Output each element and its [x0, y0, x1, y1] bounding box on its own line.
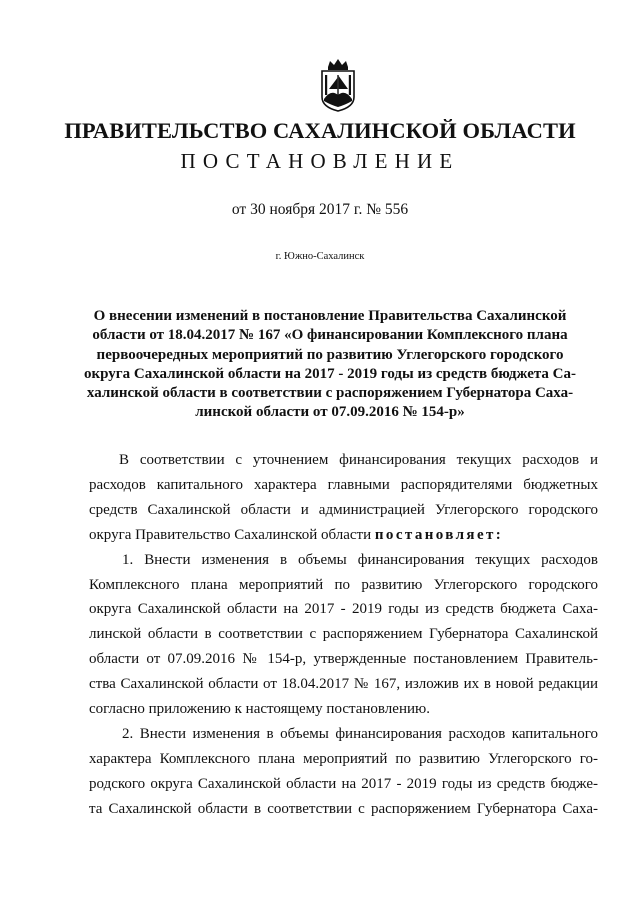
body-line: расходов капитального характера главными распорядителями бюджетных	[89, 476, 598, 493]
body-line: характера Комплексного плана мероприятий по развитию Углегорского го-	[89, 750, 598, 767]
subject-line: халинской области в соответствии с распоряжением Губернатора Саха-	[86, 385, 574, 402]
document-body	[89, 448, 598, 822]
government-title: ПРАВИТЕЛЬСТВО САХАЛИНСКОЙ ОБЛАСТИ	[64, 118, 576, 143]
body-line: та Сахалинской области в соответствии с распоряжением Губернатора Саха-	[89, 800, 598, 817]
preamble-tail: округа Правительство Сахалинской области	[89, 526, 372, 543]
subject-line: области от 18.04.2017 № 167 «О финансировании Комплексного плана	[92, 327, 568, 344]
body-line: ства Сахалинской области от 18.04.2017 № 167, изложив их в новой редакции	[89, 676, 598, 693]
subject-line: округа Сахалинской области на 2017 - 2019 годы из средств бюджета Са-	[84, 365, 576, 382]
subject-line: О внесении изменений в постановление Правительства Сахалинской	[93, 308, 567, 324]
coat-of-arms-icon	[318, 59, 358, 112]
body-line: области от 07.09.2016 № 154-р, утвержденные постановлением Правитель-	[89, 651, 598, 668]
item-2-paragraph	[89, 722, 598, 822]
item-1-paragraph	[89, 548, 598, 722]
decree-word: постановляет:	[374, 526, 504, 543]
body-line: Комплексного плана мероприятий по развитию Углегорского городского	[89, 576, 598, 593]
document-type: ПОСТАНОВЛЕНИЕ	[180, 149, 460, 173]
document-subject	[60, 307, 600, 423]
document-city: г. Южно-Сахалинск	[275, 251, 365, 262]
document-date-number: от 30 ноября 2017 г. № 556	[231, 201, 409, 218]
body-line: В соответствии с уточнением финансирования текущих расходов и	[119, 452, 598, 468]
subject-line: первоочередных мероприятий по развитию Углегорского городского	[96, 346, 564, 363]
body-line: 1. Внести изменения в объемы финансирования текущих расходов	[122, 551, 598, 568]
subject-line: линской области от 07.09.2016 № 154-р»	[195, 404, 465, 421]
body-line: линской области в соответствии с распоряжением Губернатора Сахалинской	[89, 626, 598, 643]
body-line	[89, 523, 598, 548]
body-line: округа Сахалинской области на 2017 - 2019 годы из средств бюджета Саха-	[89, 601, 598, 618]
body-line: 2. Внести изменения в объемы финансирования расходов капитального	[122, 725, 598, 742]
body-line: согласно приложению к настоящему постановлению.	[89, 701, 430, 718]
body-line: средств Сахалинской области и администрацией Углегорского городского	[89, 501, 598, 518]
body-line: родского округа Сахалинской области на 2017 - 2019 годы из средств бюдже-	[89, 775, 598, 792]
preamble-paragraph	[89, 448, 598, 548]
